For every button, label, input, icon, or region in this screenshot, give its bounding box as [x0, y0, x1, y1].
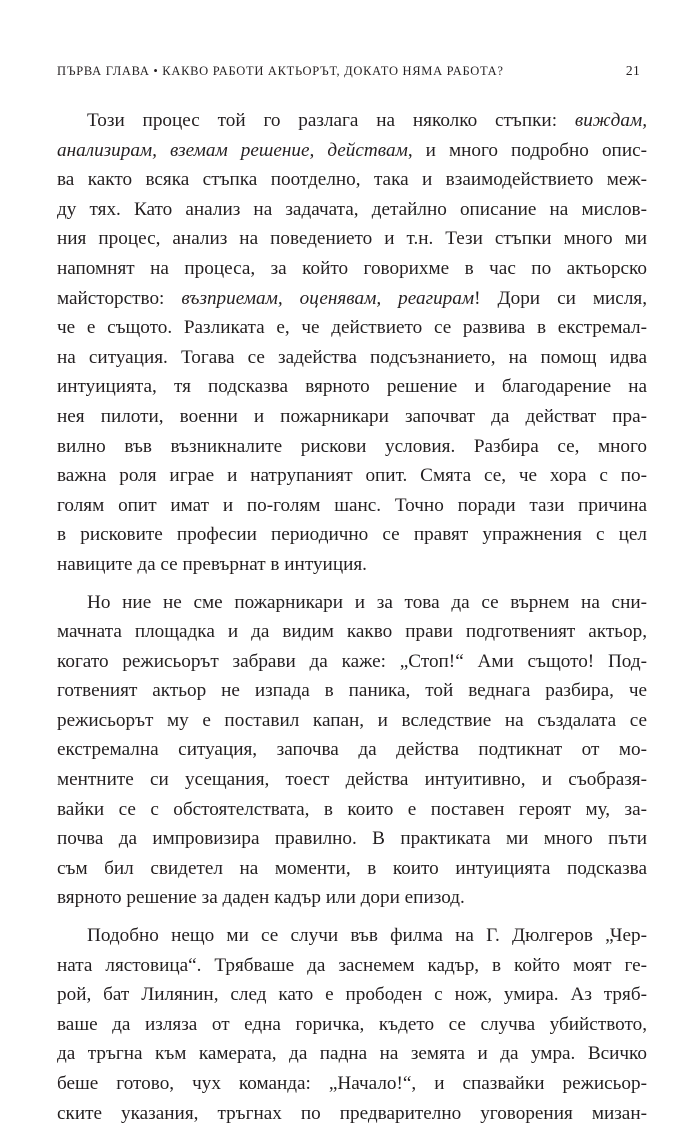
text-line	[57, 883, 647, 913]
text-run: съм бил свидетел на моменти, в които интуицията подсказва	[57, 857, 647, 879]
text-run: ските указания, тръгнах по предварително уговорения мизан-	[57, 1102, 647, 1124]
text-run: вайки се с обстоятелствата, в които е поставен героят му, за-	[57, 798, 647, 820]
text-run: ния процес, анализ на поведението и т.н. Тези стъпки много ми	[57, 228, 647, 250]
text-run: ! Дори си мисля,	[474, 287, 648, 309]
text-line	[57, 765, 647, 795]
text-line	[57, 1099, 647, 1129]
text-run: вярното решение за даден кадър или дори епизод.	[57, 887, 465, 909]
text-run: вилно във възникналите рискови условия. Разбира се, много	[57, 435, 647, 457]
text-line	[57, 254, 647, 284]
text-run: когато режисьорът забрави да каже: „Стоп!“ Ами същото! Под-	[57, 650, 647, 672]
text-run: екстремална ситуация, започва да действа подтикнат от мо-	[57, 739, 647, 761]
running-head	[57, 63, 640, 79]
text-line	[57, 1010, 647, 1040]
text-run: че е същото. Разликата е, че действието се развива в екстремал-	[57, 317, 647, 339]
text-run: на ситуация. Тогава се задейства подсъзнанието, на помощ идва	[57, 346, 647, 368]
text-run: голям опит имат и по-голям шанс. Точно поради тази причина	[57, 494, 647, 516]
text-run: ната лястовица“. Трябваше да заснемем кадър, в който моят ге-	[57, 954, 647, 976]
paragraph	[57, 921, 647, 1128]
italic-term: виждам,	[574, 110, 647, 131]
text-run: да тръгна към камерата, да падна на земята и да умра. Всичко	[57, 1043, 647, 1065]
text-run: нея пилоти, военни и пожарникари започват да действат пра-	[57, 405, 647, 427]
paragraph	[57, 588, 647, 914]
text-line	[57, 165, 647, 195]
text-line	[57, 1069, 647, 1099]
text-run: ду тях. Като анализ на задачата, детайлно описание на мислов-	[57, 198, 647, 220]
text-run: , и много подробно опис-	[407, 139, 647, 161]
text-line	[57, 647, 647, 677]
text-run: почва да импровизира правилно. В практиката ми много пъти	[57, 828, 647, 850]
text-run: напомнят на процеса, за който говорихме в час по актьорско	[57, 257, 647, 279]
text-line	[57, 224, 647, 254]
text-line	[57, 432, 647, 462]
text-line	[57, 588, 647, 618]
text-run: ва както всяка стъпка поотделно, така и взаимодействието меж-	[57, 169, 647, 191]
text-line	[57, 136, 647, 166]
text-line	[57, 106, 647, 136]
text-run: важна роля играе и натрупаният опит. Смята се, че хора с по-	[57, 465, 647, 487]
paragraph	[57, 106, 647, 580]
text-run: готвеният актьор не изпада в паника, той веднага разбира, че	[57, 680, 647, 702]
text-line	[57, 980, 647, 1010]
text-run: Подобно нещо ми се случи във филма на Г. Дюлгеров „Чер-	[87, 925, 647, 947]
text-line	[57, 617, 647, 647]
text-line	[57, 313, 647, 343]
text-run: Този процес той го разлага на няколко стъпки:	[87, 110, 575, 131]
text-line	[57, 550, 647, 580]
italic-term: анализирам, вземам решение, действам	[57, 139, 408, 161]
text-run: режисьорът му е поставил капан, и вследствие на създалата се	[57, 709, 647, 731]
text-line	[57, 854, 647, 884]
text-line	[57, 402, 647, 432]
text-run: рой, бат Лилянин, след като е прободен с нож, умира. Аз тряб-	[57, 984, 647, 1006]
text-line	[57, 824, 647, 854]
text-line	[57, 795, 647, 825]
text-run: мачната площадка и да видим какво прави подготвеният актьор,	[57, 621, 647, 643]
text-line	[57, 461, 647, 491]
text-line	[57, 343, 647, 373]
text-line	[57, 372, 647, 402]
text-run: беше готово, чух команда: „Начало!“, и спазвайки режисьор-	[57, 1073, 647, 1094]
text-line	[57, 1039, 647, 1069]
text-run: в рисковите професии периодично се правят упражнения с цел	[57, 524, 647, 546]
chapter-title: ПЪРВА ГЛАВА • КАКВО РАБОТИ АКТЬОРЪТ, ДОКАТО НЯМА РАБОТА?	[57, 64, 504, 78]
text-line	[57, 951, 647, 981]
text-run: ваше да изляза от една горичка, където се случва убийството,	[57, 1013, 647, 1035]
text-line	[57, 284, 647, 314]
italic-term: възприемам, оценявам, реагирам	[181, 287, 475, 309]
text-line	[57, 676, 647, 706]
body-text	[57, 106, 647, 1136]
text-line	[57, 921, 647, 951]
text-line	[57, 706, 647, 736]
text-run: майсторство:	[57, 287, 182, 309]
text-line	[57, 195, 647, 225]
text-run: Но ние не сме пожарникари и за това да се върнем на сни-	[87, 591, 647, 613]
page-number: 21	[625, 63, 640, 78]
text-line	[57, 491, 647, 521]
text-run: навиците да се превърнат в интуиция.	[57, 553, 367, 575]
text-line	[57, 735, 647, 765]
text-line	[57, 520, 647, 550]
text-run: интуицията, тя подсказва вярното решение и благодарение на	[57, 376, 647, 398]
text-run: ментните си усещания, тоест действа интуитивно, и съобразя-	[57, 769, 647, 791]
